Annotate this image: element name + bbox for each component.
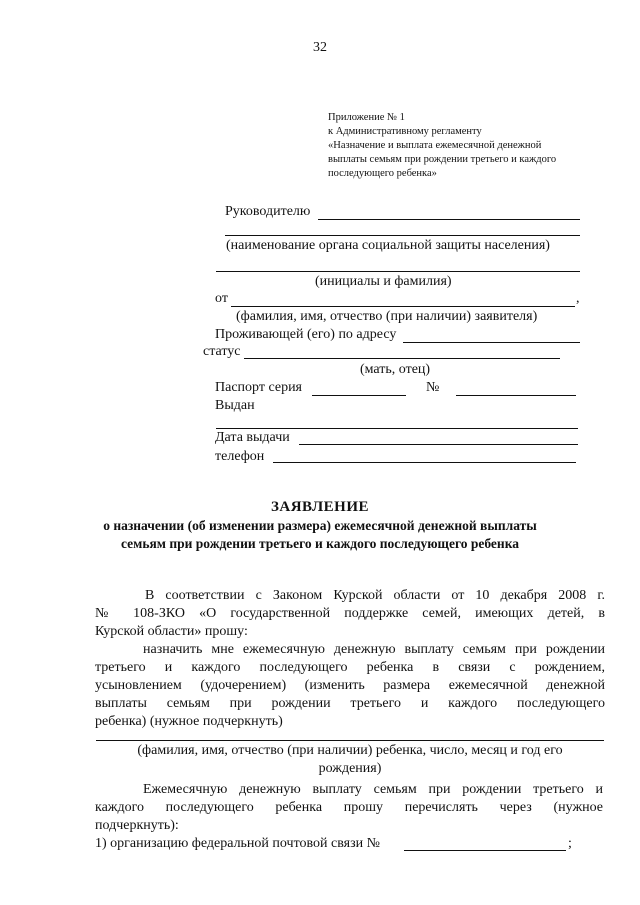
body-line: В соответствии с Законом Курской области от 10 декабря 2008 г. <box>145 588 605 603</box>
issue-date-field-line[interactable] <box>299 444 578 445</box>
appendix-reference <box>328 111 556 181</box>
issued-by-field-line[interactable] <box>216 428 578 429</box>
child-info-caption: (фамилия, имя, отчество (при наличии) ребенка, число, месяц и год его <box>137 743 563 758</box>
issue-date-label: Дата выдачи <box>215 430 290 445</box>
body-line: каждого последующего ребенка прошу перечислять через (нужное <box>95 800 603 815</box>
body-line: Ежемесячную денежную выплату семьям при рождении третьего и <box>143 782 603 797</box>
applicant-name-field-line[interactable] <box>231 306 575 307</box>
status-label: статус <box>203 344 241 359</box>
initials-field-line[interactable] <box>216 271 580 272</box>
body-line: № 108-ЗКО «О государственной поддержке семей, имеющих детей, в <box>95 606 605 621</box>
child-info-caption: рождения) <box>318 761 382 776</box>
org-name-field-line[interactable] <box>225 235 580 236</box>
body-line: подчеркнуть): <box>95 818 179 833</box>
body-line: Курской области» прошу: <box>95 624 248 639</box>
issued-label: Выдан <box>215 398 255 413</box>
status-caption: (мать, отец) <box>360 362 431 377</box>
page-number: 32 <box>313 40 327 55</box>
child-info-field-line[interactable] <box>96 740 604 741</box>
applicant-caption: (фамилия, имя, отчество (при наличии) заявителя) <box>236 309 538 324</box>
appendix-line: «Назначение и выплата ежемесячной денежной <box>328 140 542 151</box>
address-field-line[interactable] <box>403 342 580 343</box>
from-label: от <box>215 291 228 306</box>
passport-number-field-line[interactable] <box>456 395 576 396</box>
statement-title: ЗАЯВЛЕНИЕ <box>270 499 370 515</box>
body-line: ребенка) (нужное подчеркнуть) <box>95 714 283 729</box>
org-name-caption: (наименование органа социальной защиты населения) <box>226 238 550 253</box>
appendix-line: выплаты семьям при рождении третьего и каждого <box>328 154 557 165</box>
postal-office-number-field-line[interactable] <box>404 850 566 851</box>
body-line: выплаты семьям при рождении третьего и каждого последующего <box>95 696 605 711</box>
phone-label: телефон <box>215 449 265 464</box>
from-comma: , <box>576 291 580 306</box>
passport-series-field-line[interactable] <box>312 395 406 396</box>
option-postal-end: ; <box>568 836 572 851</box>
passport-number-label: № <box>426 380 440 395</box>
body-line: назначить мне ежемесячную денежную выплату семьям при рождении <box>143 642 605 657</box>
to-label: Руководителю <box>225 204 311 219</box>
body-line: усыновлением (удочерением) (изменить размера ежемесячной денежной <box>95 678 605 693</box>
status-field-line[interactable] <box>244 358 560 359</box>
residing-label: Проживающей (его) по адресу <box>215 327 397 342</box>
appendix-line: последующего ребенка» <box>328 168 437 179</box>
body-line: третьего и каждого последующего ребенка в связи с рождением, <box>95 660 605 675</box>
appendix-line: к Административному регламенту <box>328 126 482 137</box>
phone-field-line[interactable] <box>273 462 576 463</box>
option-postal-label: 1) организацию федеральной почтовой связи № <box>95 836 380 851</box>
appendix-line: Приложение № 1 <box>328 112 405 123</box>
initials-caption: (инициалы и фамилия) <box>315 274 452 289</box>
passport-series-label: Паспорт серия <box>215 380 302 395</box>
to-head-field-line[interactable] <box>318 219 580 220</box>
statement-subtitle: о назначении (об изменении размера) ежемесячной денежной выплаты семьям при рождении третьего и каждого последующего ребенка <box>103 518 537 551</box>
